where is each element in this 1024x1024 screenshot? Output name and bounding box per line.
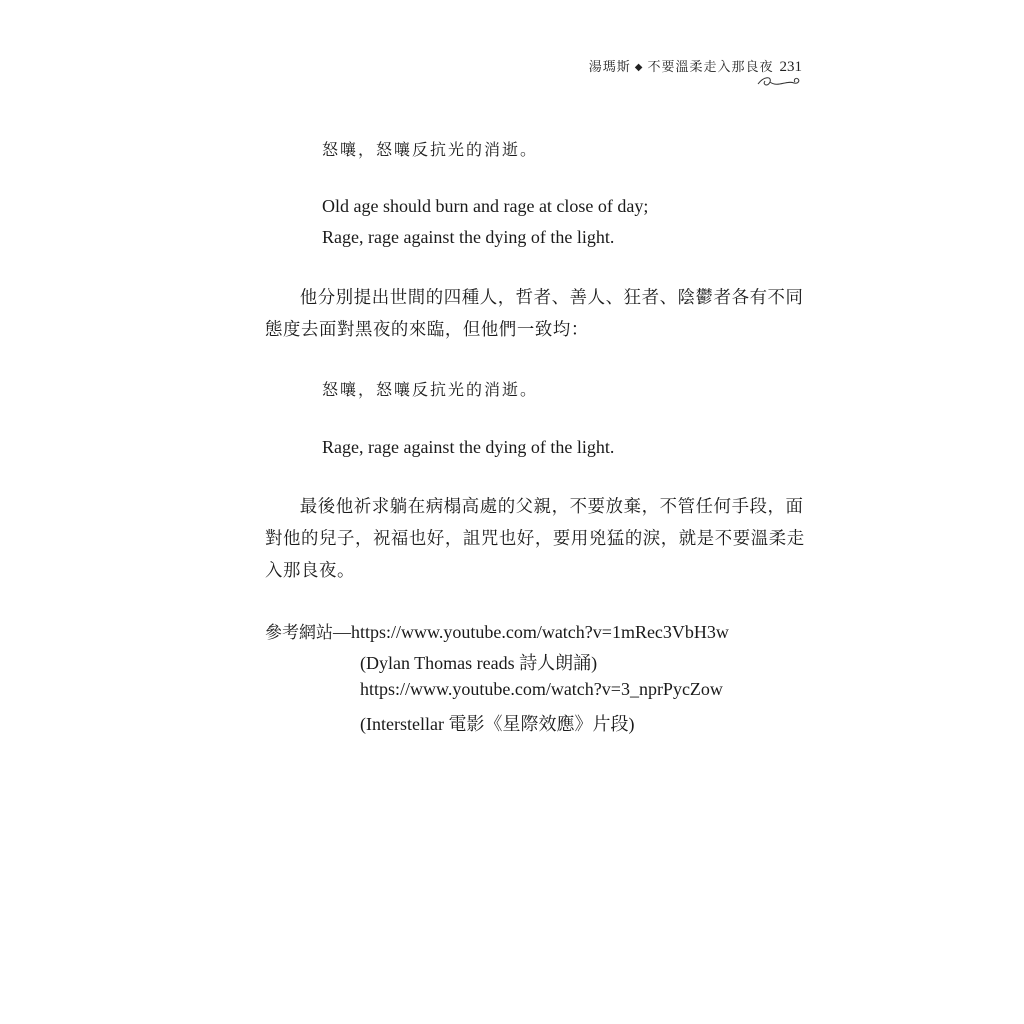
reference-link-1[interactable]: https://www.youtube.com/watch?v=1mRec3VbH3w bbox=[351, 622, 729, 642]
reference-row-1 bbox=[265, 618, 729, 643]
verse-zh-2: 怒嚷，怒嚷反抗光的消逝。 bbox=[322, 380, 539, 399]
reference-label: 參考網站 bbox=[265, 623, 333, 643]
verse-en-line-1: Old age should burn and rage at close of day; bbox=[322, 196, 649, 216]
diamond-separator-icon: ◆ bbox=[634, 62, 644, 73]
page-number: 231 bbox=[779, 59, 802, 75]
paragraph-1: 他分別提出世間的四種人，哲者、善人、狂者、陰鬱者各有不同態度去面對黑夜的來臨，但他們一致均： bbox=[265, 288, 804, 340]
verse-en-3: Rage, rage against the dying of the light. bbox=[322, 437, 615, 457]
flourish-ornament-icon bbox=[756, 72, 802, 92]
running-header-author: 湯瑪斯 bbox=[588, 60, 631, 75]
running-header-title: 不要溫柔走入那良夜 bbox=[647, 60, 774, 75]
reference-link-2[interactable]: https://www.youtube.com/watch?v=3_nprPycZow bbox=[360, 679, 723, 699]
verse-zh-1: 怒嚷，怒嚷反抗光的消逝。 bbox=[322, 140, 539, 159]
reference-dash: — bbox=[333, 622, 351, 642]
reference-note-1: (Dylan Thomas reads 詩人朗誦) bbox=[360, 653, 598, 673]
reference-note-2: (Interstellar 電影《星際效應》片段) bbox=[360, 714, 635, 734]
paragraph-2: 最後他祈求躺在病榻高處的父親，不要放棄，不管任何手段，面對他的兒子，祝福也好，詛咒也好，要用兇猛的淚，就是不要溫柔走入那良夜。 bbox=[265, 497, 805, 581]
verse-en-line-2: Rage, rage against the dying of the light. bbox=[322, 227, 615, 247]
